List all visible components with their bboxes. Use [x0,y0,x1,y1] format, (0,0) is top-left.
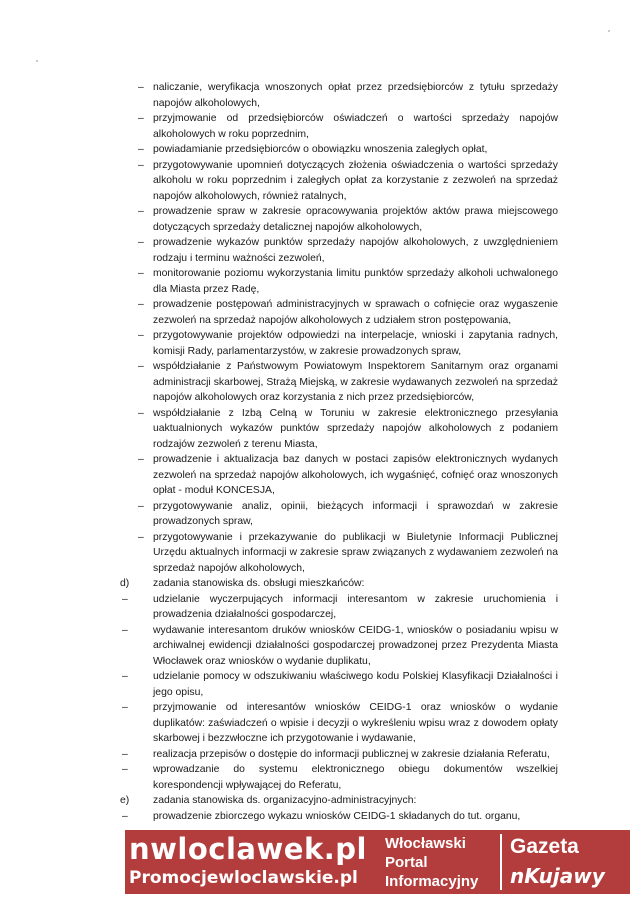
bullet-dash: – [138,237,144,248]
bullet-dash: – [138,330,144,341]
section-d-heading [120,576,558,592]
list-item-text: monitorowanie poziomu wykorzystania limitu punktów sprzedaży alkoholi uchwalonego dla Miasta przez Radę, [153,268,558,295]
advert-banner[interactable] [125,830,630,894]
list-item [120,406,558,453]
list-item [120,158,558,205]
list-item-text: przygotowywanie upomnień dotyczących złożenia oświadczenia o wartości sprzedaży alkoholu w roku poprzednim i zaległych opłat za korzystanie z zezwoleń na sprzedaż napojów alkoholowych, również ratalnych, [153,159,558,202]
gazeta-line: Gazeta [510,835,579,858]
bullet-dash: – [138,144,144,155]
list-item-text: udzielanie pomocy w odszukiwaniu właściwego kodu Polskiej Klasyfikacji Działalności i jego opisu, [153,671,558,698]
bullet-dash: – [138,268,144,279]
list-item [120,452,558,499]
list-item-text: powiadamianie przedsiębiorców o obowiązku wnoszenia zaległych opłat, [153,144,488,155]
list-item-text: przygotowywanie i przekazywanie do publikacji w Biuletynie Informacji Publicznej Urzędu aktualnych informacji w zakresie spraw związanych z wydawaniem zezwoleń na sprzedaż napojów alkoholowych, [153,531,558,574]
list-item-text: przyjmowanie od przedsiębiorców oświadczeń o wartości sprzedaży napojów alkoholowych w roku poprzednim, [153,113,558,140]
resident-service-tasks-list [120,592,558,794]
list-item [120,328,558,359]
list-item [120,592,558,623]
list-item [120,359,558,406]
list-item [120,762,558,793]
bullet-dash: – [138,407,144,419]
list-item [120,235,558,266]
bullet-dash: – [122,764,128,775]
promo-site-name[interactable]: Promocjewloclawskie.pl [129,868,358,888]
list-item-text: naliczanie, weryfikacja wnoszonych opłat przez przedsiębiorców z tytułu sprzedaży napojów alkoholowych, [153,82,558,109]
section-letter: d) [120,578,130,589]
list-item [120,266,558,297]
bullet-dash: – [138,454,144,465]
portal-line: Włocławski [385,835,466,852]
document-body [120,80,558,824]
list-item [120,700,558,747]
list-item-text: prowadzenie zbiorczego wykazu wniosków CEIDG-1 składanych do tut. organu, [153,810,521,822]
bullet-dash: – [122,748,128,760]
bullet-dash: – [122,593,128,605]
list-item [120,623,558,670]
bullet-dash: – [138,531,144,543]
bullet-dash: – [122,810,128,822]
list-item-text: udzielanie wyczerpujących informacji interesantom w zakresie uruchomienia i prowadzenia działalności gospodarczej, [153,593,558,620]
list-item [120,142,558,158]
list-item-text: prowadzenie wykazów punktów sprzedaży napojów alkoholowych, z uwzględnieniem rodzaju i terminu ważności zezwoleń, [153,237,558,264]
list-item-text: wydawanie interesantom druków wniosków CEIDG-1, wniosków o posiadaniu wpisu w archiwalnej ewidencji działalności gospodarczej prowadzonej przez Prezydenta Miasta Włocławek oraz wniosków o wydanie duplikatu, [153,624,558,667]
list-item-text: współdziałanie z Państwowym Powiatowym Inspektorem Sanitarnym oraz organami administracji skarbowej, Strażą Miejską, w zakresie wydawanych zezwoleń na sprzedaż napojów alkoholowych oraz korzystania z nich przez przedsiębiorców, [153,361,558,403]
portal-label [377,830,500,894]
list-item-text: prowadzenie postępowań administracyjnych w sprawach o cofnięcie oraz wygaszenie zezwoleń na sprzedaż napojów alkoholowych z udziałem stron postępowania, [153,299,558,326]
scan-speck [36,60,38,62]
list-item [120,669,558,700]
list-item [120,297,558,328]
scan-speck [608,30,610,32]
bullet-dash: – [138,82,144,93]
section-title: zadania stanowiska ds. organizacyjno-administracyjnych: [153,795,417,806]
list-item [120,204,558,235]
site-name[interactable]: nwloclawek.pl [129,832,367,866]
bullet-dash: – [138,159,144,171]
portal-line: Portal [385,854,428,871]
list-item [120,111,558,142]
bullet-dash: – [122,702,128,713]
bullet-dash: – [138,500,144,512]
bullet-dash: – [122,671,128,682]
list-item-text: realizacja przepisów o dostępie do informacji publicznej w zakresie działania Referatu, [153,748,550,760]
gazeta-label[interactable] [502,830,630,894]
list-item-text: wprowadzanie do systemu elektronicznego obiegu dokumentów wszelkiej korespondencji wpływającej do Referatu, [153,764,558,791]
list-item-text: przyjmowanie od interesantów wniosków CEIDG-1 oraz wniosków o wydanie duplikatów: zaświadczeń o wpisie i decyzji o wykreśleniu wpisu wraz z dowodem opłaty skarbowej i bezzwłoczne ich przygotowanie i wydawanie, [153,702,558,744]
section-e-heading [120,793,558,809]
bullet-dash: – [122,624,128,636]
list-item-text: współdziałanie z Izbą Celną w Toruniu w zakresie elektronicznego przesyłania uaktualnionych wykazów punktów sprzedaży napojów alkoholowych z podaniem rodzajów zezwoleń z terenu Miasta, [153,407,558,450]
list-item-text: przygotowywanie analiz, opinii, bieżących informacji i sprawozdań w zakresie prowadzonych spraw, [153,500,558,527]
list-item [120,499,558,530]
list-item [120,530,558,577]
list-item [120,80,558,111]
list-item-text: prowadzenie i aktualizacja baz danych w postaci zapisów elektronicznych wydanych zezwoleń na sprzedaż napojów alkoholowych, ich wygaśnięć, cofnięć oraz wnoszonych opłat - moduł KONCESJA, [153,454,558,496]
bullet-dash: – [138,206,144,217]
admin-tasks-list [120,809,558,825]
list-item-text: prowadzenie spraw w zakresie opracowywania projektów aktów prawa miejscowego dotyczących sprzedaży detalicznej napojów alkoholowych, [153,206,558,233]
bullet-dash: – [138,113,144,124]
bullet-dash: – [138,361,144,372]
gazeta-brand: nKujawy [510,864,605,888]
alcohol-tasks-list [120,80,558,576]
list-item-text: przygotowywanie projektów odpowiedzi na interpelacje, wnioski i zapytania radnych, komisji Rady, parlamentarzystów, w zakresie prowadzonych spraw, [153,330,558,357]
portal-line: Informacyjny [385,873,479,890]
list-item [120,809,558,825]
section-letter: e) [120,795,130,806]
list-item [120,747,558,763]
banner-left [125,830,377,894]
section-title: zadania stanowiska ds. obsługi mieszkańców: [153,578,365,589]
bullet-dash: – [138,299,144,310]
